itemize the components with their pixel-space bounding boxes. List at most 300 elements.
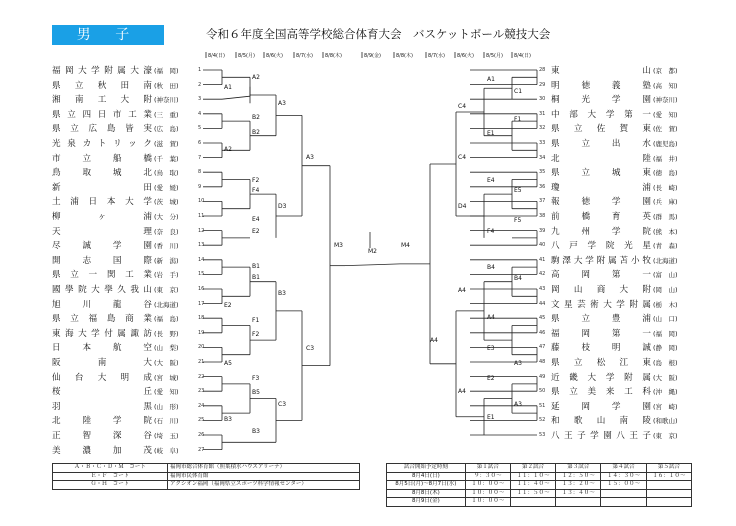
team-entry: [551, 181, 678, 193]
team-entry: [551, 254, 678, 266]
team-name: 美濃加茂: [52, 445, 152, 456]
match-label: C4: [458, 154, 467, 161]
team-name: 県立佐賀東: [551, 124, 651, 135]
team-name: 県立福島商業: [52, 314, 152, 325]
team-seed: 12: [198, 227, 205, 234]
venue-courts: Ｅ・Ｆ コート: [53, 472, 168, 481]
team-prefecture: (広 島): [154, 125, 179, 134]
team-name: 延岡学園: [551, 401, 651, 412]
venue-name: 福岡市民体育館: [168, 472, 360, 481]
team-seed: 39: [539, 227, 546, 234]
team-name: 県立四日市工業: [52, 109, 152, 120]
match-label: E2: [252, 228, 260, 235]
match-label: A1: [487, 76, 495, 83]
match-label: F5: [514, 217, 522, 224]
team-prefecture: (兵 庫): [653, 198, 678, 207]
team-seed: 9: [198, 183, 202, 190]
team-seed: 4: [198, 110, 202, 117]
schedule-cell: １３：４０～: [556, 489, 601, 498]
team-entry: [52, 181, 179, 193]
team-prefecture: (山 形): [154, 402, 179, 411]
team-seed: 43: [539, 286, 546, 292]
team-prefecture: (福 岡): [653, 329, 678, 338]
schedule-cell: １６：１０～: [646, 472, 691, 481]
team-prefecture: (神奈川): [154, 96, 179, 105]
team-prefecture: (宮 城): [154, 373, 179, 382]
team-seed: 32: [539, 125, 546, 132]
match-label: A2: [224, 146, 232, 153]
team-seed: 25: [198, 417, 205, 424]
schedule-cell: １２：５０～: [556, 472, 601, 481]
team-seed: 36: [539, 183, 546, 190]
team-seed: 10: [198, 198, 205, 205]
match-label: F1: [252, 317, 260, 324]
venue-row: [53, 472, 360, 481]
team-seed: 49: [539, 373, 546, 380]
schedule-cell: １３：２０～: [556, 481, 601, 490]
team-name: 北陸学院: [52, 416, 152, 427]
match-label: B3: [224, 416, 232, 423]
team-prefecture: (大 阪): [653, 373, 678, 382]
schedule-cell: [601, 498, 646, 507]
team-entry: [52, 79, 179, 91]
match-label: E2: [487, 375, 495, 382]
team-seed: 30: [539, 96, 546, 103]
team-entry: [52, 385, 179, 397]
match-label: F4: [487, 228, 495, 235]
team-prefecture: (千 葉): [154, 154, 179, 163]
team-entry: [52, 152, 179, 164]
team-seed: 26: [198, 432, 205, 438]
team-name: 福岡第一: [551, 328, 651, 339]
schedule-row: [387, 498, 692, 507]
venue-row: [53, 481, 360, 490]
team-seed: 1: [198, 67, 202, 73]
venue-row: [53, 464, 360, 473]
team-prefecture: (佐 賀): [653, 125, 678, 134]
team-entry: [551, 356, 678, 368]
team-seed: 29: [539, 81, 546, 88]
team-entry: [52, 210, 179, 222]
team-seed: 18: [198, 315, 205, 322]
schedule-row: [387, 489, 692, 498]
team-seed: 45: [539, 315, 546, 322]
schedule-cell: 8月4日(日): [387, 472, 466, 481]
schedule-header: 試合開始予定時刻: [387, 464, 466, 473]
team-name: 近畿大学附属: [551, 372, 651, 383]
match-label: B2: [252, 129, 260, 136]
schedule-cell: １０：００～: [465, 481, 510, 490]
team-entry: [52, 400, 179, 412]
match-label: E4: [252, 216, 260, 223]
match-label: C3: [306, 345, 315, 352]
team-prefecture: (長 崎): [653, 183, 678, 192]
team-name: 柳ヶ浦: [52, 212, 152, 222]
team-seed: 13: [198, 242, 205, 249]
team-prefecture: (石 川): [154, 417, 179, 426]
team-prefecture: (徳 島): [653, 169, 678, 178]
match-label: E1: [487, 130, 495, 137]
round-date: 8/8(木): [396, 53, 413, 59]
team-entry: [52, 225, 179, 237]
schedule-header: 第２試合: [510, 464, 555, 473]
match-label: C3: [278, 401, 287, 408]
schedule-cell: [601, 489, 646, 498]
match-label: B5: [252, 389, 260, 396]
match-label: B4: [514, 275, 522, 282]
schedule-cell: １５：００～: [601, 481, 646, 490]
team-seed: 15: [198, 271, 205, 278]
team-prefecture: (埼 玉): [154, 432, 179, 440]
team-entry: [551, 341, 678, 353]
team-seed: 28: [539, 67, 546, 73]
team-seed: 37: [539, 198, 546, 205]
team-name: 前橋育英: [551, 212, 651, 222]
team-entry: [551, 225, 678, 237]
team-prefecture: (茨 城): [154, 198, 179, 207]
schedule-cell: １０：００～: [465, 498, 510, 507]
team-name: 湘南工大附: [52, 95, 152, 106]
schedule-cell: [646, 489, 691, 498]
match-label: A4: [487, 314, 495, 321]
team-entry: [551, 327, 678, 339]
team-seed: 38: [539, 213, 546, 219]
team-prefecture: (愛 知): [653, 110, 678, 119]
team-seed: 48: [539, 359, 546, 365]
team-entry: [52, 268, 179, 280]
team-seed: 52: [539, 417, 546, 424]
round-date: 8/4(日): [208, 53, 225, 59]
bracket-line: [345, 264, 400, 266]
match-label: C1: [514, 88, 523, 95]
team-prefecture: (福 島): [154, 315, 179, 324]
team-entry: [52, 429, 179, 441]
team-prefecture: (栃 木): [653, 300, 678, 309]
team-entry: [52, 283, 179, 295]
team-entry: [551, 239, 678, 251]
match-label: C4: [458, 103, 467, 110]
team-entry: [551, 298, 678, 310]
team-entry: [551, 137, 678, 149]
team-entry: [52, 312, 179, 324]
team-seed: 2: [198, 81, 202, 88]
schedule-header: 第４試合: [601, 464, 646, 473]
team-name: 仙台大明成: [52, 372, 152, 383]
team-name: 光泉カトリック: [52, 139, 152, 149]
team-name: 羽黒: [52, 401, 152, 412]
team-prefecture: (長 野): [154, 329, 179, 338]
match-label: B2: [252, 114, 260, 121]
schedule-table: [386, 463, 692, 507]
team-prefecture: (宮 崎): [653, 402, 678, 411]
team-seed: 27: [198, 446, 205, 453]
schedule-cell: １４：３０～: [601, 472, 646, 481]
team-prefecture: (和歌山): [653, 417, 678, 426]
team-entry: [551, 79, 678, 91]
team-prefecture: (群 馬): [653, 213, 678, 221]
team-seed: 17: [198, 300, 205, 307]
team-entry: [52, 137, 179, 149]
team-entry: [551, 429, 678, 441]
match-label: A4: [430, 337, 438, 344]
match-label: M3: [334, 242, 343, 249]
team-name: 鳥取城北: [52, 168, 152, 179]
team-seed: 19: [198, 329, 205, 336]
team-name: 高岡第一: [551, 270, 651, 281]
team-prefecture: (新 潟): [154, 256, 179, 265]
team-seed: 53: [539, 432, 546, 438]
team-prefecture: (愛 媛): [154, 183, 179, 192]
team-entry: [52, 298, 179, 310]
team-seed: 44: [539, 300, 546, 307]
team-prefecture: (香 川): [154, 242, 179, 251]
team-prefecture: (鳥 取): [154, 169, 179, 178]
team-seed: 23: [198, 388, 205, 395]
match-label: A4: [458, 388, 466, 395]
team-entry: [551, 152, 678, 164]
team-prefecture: (福 井): [653, 154, 678, 163]
team-entry: [52, 122, 179, 134]
team-entry: [52, 356, 179, 368]
team-prefecture: (青 森): [653, 242, 678, 251]
team-prefecture: (京 都): [653, 67, 678, 75]
team-entry: [551, 268, 678, 280]
schedule-cell: 8月9日(金): [387, 498, 466, 507]
schedule-cell: １１：１０～: [510, 472, 555, 481]
team-name: 日本航空: [52, 343, 152, 354]
team-seed: 31: [539, 110, 546, 117]
bracket-line: [222, 96, 250, 99]
team-seed: 16: [198, 286, 205, 292]
schedule-cell: ９：３０～: [465, 472, 510, 481]
round-date: 8/6(火): [457, 53, 474, 59]
schedule-cell: [646, 481, 691, 490]
team-name: 瓊浦: [551, 182, 651, 193]
team-name: 福岡大学附属大濠: [52, 66, 152, 76]
team-entry: [551, 166, 678, 178]
team-prefecture: (岐 阜): [154, 446, 179, 455]
team-prefecture: (沖 縄): [653, 388, 678, 397]
team-name: 市立船橋: [52, 153, 152, 164]
team-seed: 6: [198, 140, 202, 146]
team-prefecture: (東 京): [653, 432, 678, 440]
schedule-cell: １０：００～: [465, 489, 510, 498]
match-label: A3: [278, 100, 286, 107]
team-entry: [52, 327, 179, 339]
schedule-header: 第３試合: [556, 464, 601, 473]
team-seed: 14: [198, 256, 205, 263]
schedule-cell: 8月8日(木): [387, 489, 466, 498]
match-label: E5: [514, 187, 522, 194]
match-label: A5: [224, 360, 232, 367]
team-seed: 47: [539, 344, 546, 351]
venue-courts: Ｇ・Ｈ コート: [53, 481, 168, 490]
team-entry: [551, 283, 678, 295]
team-entry: [551, 400, 678, 412]
team-name: 県立一関工業: [52, 270, 152, 281]
team-name: 岡山商大附: [551, 285, 651, 295]
team-name: 県立城東: [551, 168, 651, 179]
match-label: A1: [224, 84, 232, 91]
team-seed: 22: [198, 373, 205, 380]
team-seed: 34: [539, 154, 546, 161]
schedule-row: [387, 472, 692, 481]
team-prefecture: (鹿児島): [653, 140, 678, 148]
match-label: D3: [278, 203, 287, 210]
team-entry: [52, 166, 179, 178]
schedule-cell: [510, 498, 555, 507]
team-entry: [52, 414, 179, 426]
team-prefecture: (高 知): [653, 81, 678, 90]
round-date: 8/6(火): [266, 53, 283, 59]
match-label: B3: [278, 290, 286, 297]
team-seed: 51: [539, 402, 546, 409]
team-seed: 8: [198, 169, 202, 176]
schedule-cell: １１：４０～: [510, 481, 555, 490]
team-entry: [551, 64, 678, 76]
team-entry: [551, 93, 678, 105]
match-label: F1: [514, 116, 522, 123]
match-label: A3: [514, 360, 522, 367]
team-seed: 20: [198, 344, 205, 351]
team-name: 八戸学院光星: [551, 241, 651, 252]
venue-courts: Ａ・Ｂ・Ｃ・Ｄ・Ｍ コート: [53, 464, 168, 473]
team-name: 尽誠学園: [52, 241, 152, 252]
team-name: 駒澤大学附属苫小牧: [551, 255, 651, 266]
team-name: 明徳義塾: [551, 80, 651, 91]
team-seed: 33: [539, 140, 546, 146]
match-label: E3: [487, 345, 495, 352]
schedule-cell: [646, 498, 691, 507]
team-prefecture: (三 重): [154, 110, 179, 119]
team-entry: [52, 108, 179, 120]
match-label: E4: [487, 177, 495, 184]
round-date: 8/5(月): [238, 53, 255, 59]
team-name: 東山: [551, 66, 651, 76]
team-entry: [551, 195, 678, 207]
team-name: 県立秋田南: [52, 80, 152, 91]
schedule-header: 第１試合: [465, 464, 510, 473]
team-entry: [52, 254, 179, 266]
team-prefecture: (岡 山): [653, 286, 678, 294]
team-entry: [551, 108, 678, 120]
team-entry: [551, 385, 678, 397]
page-title: 令和６年度全国高等学校総合体育大会 バスケットボール競技大会: [206, 27, 551, 41]
round-date: 8/4(日): [514, 53, 531, 59]
team-name: 中部大学第一: [551, 109, 651, 120]
match-label: B1: [252, 274, 260, 281]
match-label: A2: [252, 74, 260, 81]
team-name: 八王子学園八王子: [551, 431, 651, 441]
team-prefecture: (奈 良): [154, 227, 179, 236]
team-name: 旭川龍谷: [52, 299, 152, 310]
team-name: 県立出水: [551, 139, 651, 149]
team-entry: [551, 122, 678, 134]
team-name: 文星芸術大学附属: [551, 299, 651, 310]
schedule-cell: １１：５０～: [510, 489, 555, 498]
team-seed: 11: [198, 213, 205, 219]
team-name: 桜丘: [52, 387, 152, 398]
team-name: 東海大学付属諏訪: [52, 328, 152, 339]
match-label: M2: [368, 248, 377, 255]
team-prefecture: (大 阪): [154, 359, 179, 367]
team-entry: [551, 414, 678, 426]
match-label: B3: [252, 428, 260, 435]
team-name: 開志国際: [52, 255, 152, 266]
team-name: 正智深谷: [52, 431, 152, 441]
team-name: 県立松江東: [551, 358, 651, 368]
team-name: 県立広島皆実: [52, 124, 152, 135]
venue-name: アクシオン福岡（福岡県立スポーツ科学情報センター）: [168, 481, 360, 490]
team-prefecture: (北海道): [653, 256, 678, 265]
team-seed: 21: [198, 359, 205, 365]
team-prefecture: (島 根): [653, 359, 678, 367]
team-prefecture: (神奈川): [653, 96, 678, 105]
match-label: M4: [401, 242, 410, 249]
team-seed: 3: [198, 96, 202, 103]
team-prefecture: (滋 賀): [154, 140, 179, 148]
team-name: 阪南大: [52, 358, 152, 368]
schedule-header: 第５試合: [646, 464, 691, 473]
schedule-cell: [556, 498, 601, 507]
team-seed: 7: [198, 154, 202, 161]
team-name: 県立美来工科: [551, 387, 651, 398]
team-entry: [551, 210, 678, 222]
team-seed: 5: [198, 125, 202, 132]
team-entry: [551, 371, 678, 383]
match-label: E2: [224, 302, 232, 309]
team-prefecture: (岩 手): [154, 271, 179, 280]
venue-table: [52, 463, 360, 490]
team-seed: 42: [539, 271, 546, 278]
round-date: 8/8(木): [325, 53, 342, 59]
team-prefecture: (秋 田): [154, 81, 179, 90]
team-name: 報徳学園: [551, 197, 651, 208]
match-label: E1: [487, 414, 495, 421]
match-label: F3: [252, 375, 260, 382]
team-prefecture: (東 京): [154, 286, 179, 294]
team-seed: 35: [539, 169, 546, 176]
team-name: 土浦日本大学: [52, 197, 152, 208]
team-seed: 24: [198, 402, 205, 409]
match-label: A3: [306, 154, 314, 161]
team-prefecture: (静 岡): [653, 344, 678, 353]
schedule-row: [387, 481, 692, 490]
match-label: A4: [458, 287, 466, 294]
team-entry: [52, 93, 179, 105]
team-entry: [52, 371, 179, 383]
team-seed: 41: [539, 256, 546, 263]
team-entry: [52, 239, 179, 251]
team-seed: 50: [539, 388, 546, 395]
team-prefecture: (北海道): [154, 300, 179, 309]
team-name: 九州学院: [551, 226, 651, 237]
team-seed: 40: [539, 242, 546, 249]
team-name: 藤枝明誠: [551, 343, 651, 354]
team-entry: [52, 444, 179, 456]
team-prefecture: (熊 本): [653, 227, 678, 236]
team-seed: 46: [539, 329, 546, 336]
match-label: F2: [252, 331, 260, 338]
team-name: 桐光学園: [551, 95, 651, 106]
round-date: 8/9(金): [364, 53, 381, 59]
match-label: F2: [252, 177, 260, 184]
team-name: 天理: [52, 226, 152, 237]
schedule-cell: 8月5日(月)～8月7日(水): [387, 481, 466, 490]
round-date: 8/5(月): [486, 53, 503, 59]
team-name: 県立豊浦: [551, 314, 651, 325]
round-date: 8/7(水): [428, 53, 445, 59]
